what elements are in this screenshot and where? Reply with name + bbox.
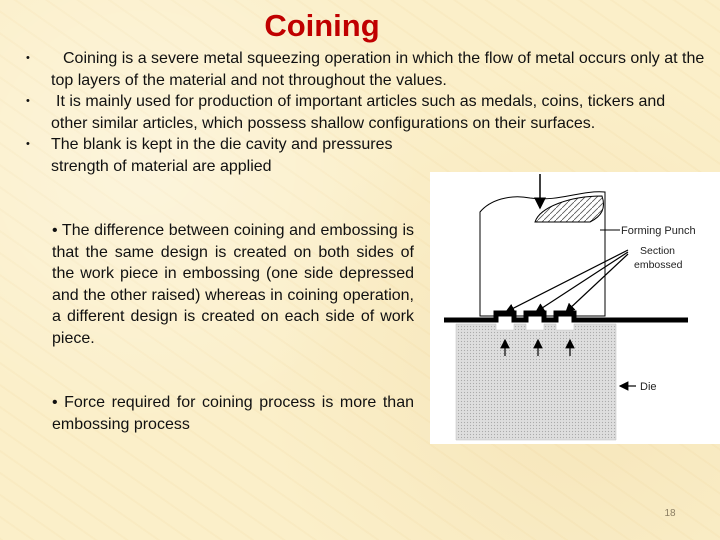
coining-diagram bbox=[430, 172, 720, 444]
label-forming-punch: Forming Punch bbox=[621, 225, 696, 237]
label-die: Die bbox=[640, 381, 657, 393]
bullet-text: The blank is kept in the die cavity and pressures bbox=[51, 136, 393, 153]
bullet-dot: • bbox=[26, 52, 30, 64]
bullet-list bbox=[26, 48, 706, 177]
page-number: 18 bbox=[664, 508, 676, 519]
bullet-item bbox=[26, 91, 706, 134]
bullet-item bbox=[26, 134, 706, 156]
label-section: Section bbox=[640, 245, 676, 257]
bullet-item bbox=[26, 48, 706, 91]
die bbox=[456, 324, 616, 440]
force-paragraph: • Force required for coining process is more than embossing process bbox=[52, 394, 414, 433]
difference-paragraph: • The difference between coining and embossing is that the same design is created on both sides of the work piece in embossing (one side depressed and the other raised) whereas in coining operation, a different design is created on each side of work piece. bbox=[52, 222, 414, 347]
label-embossed: embossed bbox=[634, 259, 683, 271]
bullet-text: Coining is a severe metal squeezing operation in which the flow of metal occurs only at the top layers of the material and not throughout the values. bbox=[51, 50, 705, 89]
forming-punch bbox=[480, 192, 605, 316]
bullet-text: strength of material are applied bbox=[51, 157, 272, 175]
bullet-dot: • bbox=[26, 95, 30, 107]
bullet-text: It is mainly used for production of important articles such as medals, coins, tickers and other similar articles, which possess shallow configurations on their surfaces. bbox=[51, 93, 666, 132]
slide-title: Coining bbox=[264, 8, 380, 43]
bullet-dot: • bbox=[26, 138, 30, 150]
